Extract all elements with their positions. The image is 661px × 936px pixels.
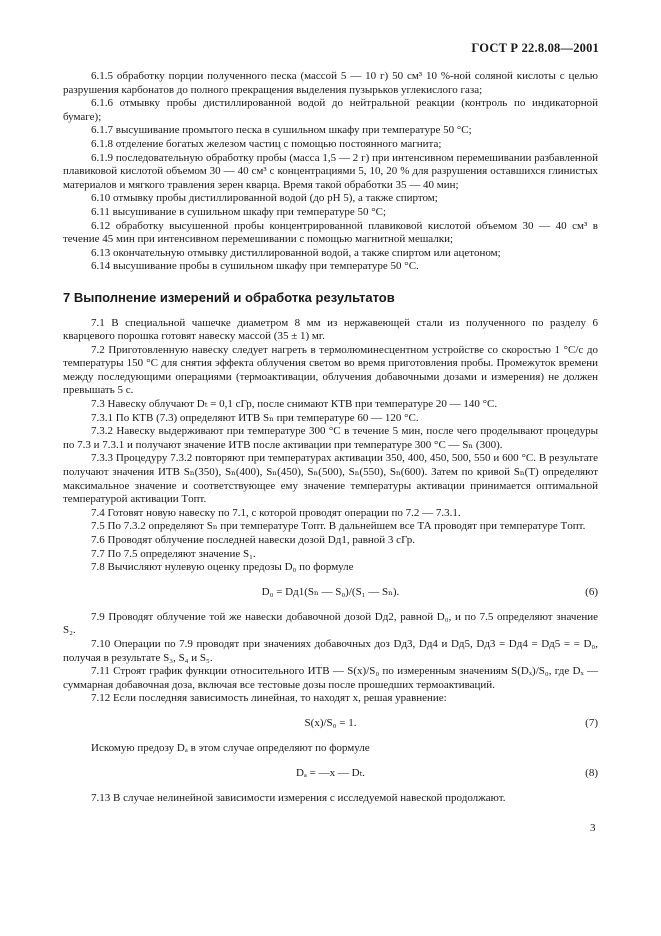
paragraph-7-2: 7.2 Приготовленную навеску следует нагреть в термолюминесцентном устройстве со скоростью 1 °С/с до температуры 150 °С для снятия эффекта облучения светом во время приготовления пробы. Промежуток времени между последующими операциями (термоактивации, облучения добавочными дозами и измерения) не должен превышать 5 с. [63, 343, 598, 397]
standard-header: ГОСТ Р 22.8.08—2001 [471, 41, 599, 55]
formula-7 [63, 717, 598, 731]
page-number: 3 [590, 822, 596, 834]
document-body [63, 70, 598, 805]
paragraph-7-5: 7.5 По 7.3.2 определяют Sₙ при температуре Tопт. В дальнейшем все ТА проводят при температуре Tопт. [91, 520, 586, 533]
paragraph-7-3-2: 7.3.2 Навеску выдерживают при температуре 300 °С в течение 5 мин, после чего проделывают процедуры по 7.3 и 7.3.1 и получают значение ИТВ после активации при температуре 300 °С — Sₙ (300). [63, 425, 598, 451]
formula-8-number: (8) [585, 766, 598, 779]
paragraph-6-1-9: 6.1.9 последовательную обработку пробы (масса 1,5 — 2 г) при интенсивном перемешивании разбавленной плавиковой кислотой объемом 30 — 40 см³ с концентрациями 5, 10, 20 % для разрушения оставшихся глинистых материалов и мягкого травления зерен кварца. Время такой обработки 35 — 40 мин; [63, 151, 598, 191]
paragraph-7-3-1: 7.3.1 По КТВ (7.3) определяют ИТВ Sₙ при температуре 60 — 120 °С. [91, 411, 419, 424]
formula-6-expression: D₀ = Dд1(Sₙ — S₀)/(S₁ — Sₙ). [261, 585, 400, 598]
procedure-list-7 [63, 317, 598, 575]
formula-7-expression: S(x)/S₀ = 1. [304, 716, 357, 729]
paragraph-7-7: 7.7 По 7.5 определяют значение S₁. [91, 547, 256, 560]
paragraph-7-3: 7.3 Навеску облучают Dₜ = 0,1 сГр, после снимают КТВ при температуре 20 — 140 °С. [91, 398, 498, 411]
formula-8-expression: Dₐ = —x — Dₜ. [295, 766, 366, 779]
paragraph-6-1-5: 6.1.5 обработку порции полученного песка (массой 5 — 10 г) 50 см³ 10 %-ной соляной кислоты с целью разрушения карбонатов до полного прекращения выделения пузырьков углекислого газа; [63, 70, 598, 96]
paragraph-predose: Искомую предозу Dₐ в этом случае определяют по формуле [91, 741, 370, 754]
paragraph-6-1-8: 6.1.8 отделение богатых железом частиц с помощью постоянного магнита; [91, 137, 442, 150]
paragraph-7-11: 7.11 Строят график функции относительного ИТВ — S(x)/S₀ по измеренным значениям S(Dₓ)/S₀, где Dₓ — суммарная добавочная доза, включая все тестовые дозы после прошедших термоактиваций. [63, 665, 598, 691]
paragraph-7-13: 7.13 В случае нелинейной зависимости измерения с исследуемой навеской продолжают. [91, 791, 506, 804]
paragraph-7-1: 7.1 В специальной чашечке диаметром 8 мм из нержавеющей стали из полученного по разделу 6 кварцевого порошка готовят навеску массой (35 ± 1) мг. [63, 316, 598, 343]
paragraph-6-1-6: 6.1.6 отмывку пробы дистиллированной водой до нейтральной реакции (контроль по индикаторной бумаге); [63, 97, 598, 123]
paragraph-6-11: 6.11 высушивание в сушильном шкафу при температуре 50 °С; [91, 205, 387, 218]
paragraph-7-3-3: 7.3.3 Процедуру 7.3.2 повторяют при температурах активации 350, 400, 450, 500, 550 и 600 °С. В результате получают значения ИТВ Sₙ(350), Sₙ(400), Sₙ(450), Sₙ(500), Sₙ(550), Sₙ(600). Затем по кривой Sₙ(T) определяют максимальное значение и соответствующее ему значение температуры активации принимается оптимальной температурой активации Tопт. [63, 452, 598, 506]
section-heading: 7 Выполнение измерений и обработка результатов [63, 289, 395, 305]
paragraph-6-1-7: 6.1.7 высушивание промытого песка в сушильном шкафу при температуре 50 °С; [91, 124, 472, 137]
formula-6-number: (6) [585, 585, 598, 598]
paragraph-7-6: 7.6 Проводят облучение последней навески дозой Dд1, равной 3 сГр. [91, 534, 415, 546]
formula-7-number: (7) [585, 716, 598, 729]
paragraph-7-10: 7.10 Операции по 7.9 проводят при значениях добавочных доз Dд3, Dд4 и Dд5, Dд3 = Dд4 = Dд5 = = D₀, получая в результате S₃, S₄ и S₅. [63, 637, 598, 664]
paragraph-6-12: 6.12 обработку высушенной пробы концентрированной плавиковой кислотой объемом 30 — 40 см³ в течение 45 мин при интенсивном перемешивании с помощью магнитной мешалки; [63, 219, 598, 246]
paragraph-6-14: 6.14 высушивание пробы в сушильном шкафу при температуре 50 °С. [91, 260, 419, 273]
paragraph-6-13: 6.13 окончательную отмывку дистиллированной водой, а также спиртом или ацетоном; [91, 246, 501, 259]
procedure-list-7-cont [63, 611, 598, 706]
paragraph-7-12: 7.12 Если последняя зависимость линейная, то находят x, решая уравнение: [91, 692, 447, 705]
paragraph-6-10: 6.10 отмывку пробы дистиллированной водой (до pH 5), а также спиртом; [91, 192, 438, 205]
paragraph-7-8: 7.8 Вычисляют нулевую оценку предозы D₀ по формуле [91, 561, 354, 574]
formula-6 [63, 586, 598, 600]
paragraph-7-4: 7.4 Готовят новую навеску по 7.1, с которой проводят операции по 7.2 — 7.3.1. [91, 506, 461, 519]
formula-8 [63, 767, 598, 781]
procedure-list-6 [63, 70, 598, 274]
paragraph-7-9: 7.9 Проводят облучение той же навески добавочной дозой Dд2, равной D₀, и по 7.5 определяют значение S₂. [63, 610, 598, 637]
